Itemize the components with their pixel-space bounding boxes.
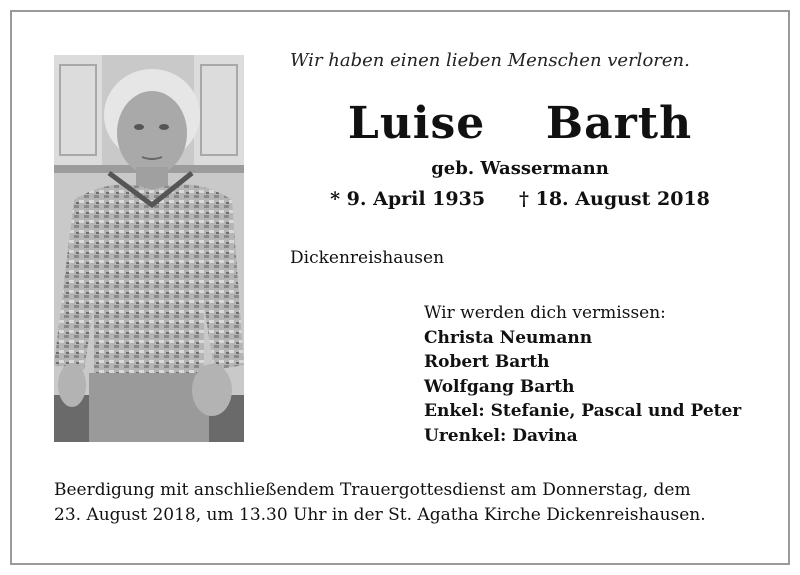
funeral-line: 23. August 2018, um 13.30 Uhr in der St. Agatha Kirche Dickenreishausen. — [54, 505, 706, 525]
maiden-name: geb. Wassermann — [431, 158, 609, 179]
mourner-grandchildren: Enkel: Stefanie, Pascal und Peter — [424, 401, 742, 421]
mourner-name: Robert Barth — [424, 352, 550, 372]
deceased-name: Luise Barth — [347, 98, 693, 149]
mourner-name: Wolfgang Barth — [424, 376, 575, 397]
mourners-list — [424, 301, 741, 448]
birth-date: * 9. April 1935 — [330, 188, 486, 210]
mourner-name: Christa Neumann — [424, 327, 593, 348]
place-of-residence: Dickenreishausen — [290, 248, 445, 268]
mourner-great-grandchildren: Urenkel: Davina — [424, 425, 578, 446]
intro-text: Wir haben einen lieben Menschen verloren. — [290, 50, 690, 71]
funeral-line: Beerdigung mit anschließendem Trauergottesdienst am Donnerstag, dem — [54, 480, 691, 500]
funeral-details — [54, 478, 774, 528]
mourners-heading: Wir werden dich vermissen: — [424, 303, 666, 323]
death-date: † 18. August 2018 — [519, 188, 710, 210]
portrait-photo — [54, 55, 244, 442]
life-dates — [250, 188, 790, 210]
